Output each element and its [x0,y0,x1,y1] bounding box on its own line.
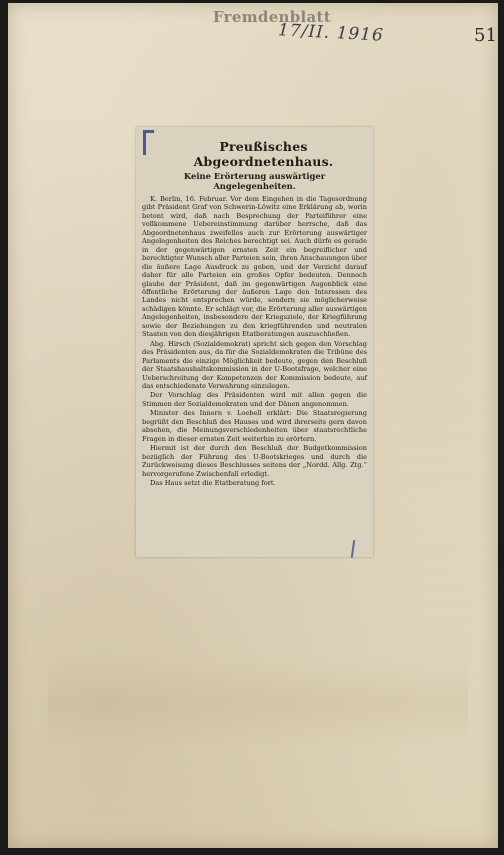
page-number: 51 [474,25,497,46]
clipping-paragraph: Abg. Hirsch (Sozialdemokrat) spricht sich gegen den Vorschlag des Präsidenten aus, da für die Sozialdemokraten die Tribüne des Parlaments die einzige Möglichkeit bedeute, gegen den Beschluß der Staatshaushaltskommission in der U-Bootsfrage, welcher eine Ueberschreitung der Kompetenzen der Kommission bedeute, auf das entschiedenste Verwahrung einzulegen. [142,339,367,390]
blue-pencil-bracket [143,130,154,155]
paper-stain [48,658,468,748]
clipping-subheadline: Keine Erörterung auswärtiger Angelegenheiten. [183,171,326,191]
clipping-paragraph: Der Vorschlag des Präsidenten wird mit allen gegen die Stimmen der Sozialdemokraten und der Dänen angenommen. [142,391,367,408]
clipping-paragraph: Das Haus setzt die Etatberatung fort. [150,478,276,487]
clipping-paragraph: Minister des Innern v. Loebell erklärt: Die Staatsregierung begrüßt den Beschluß des Hauses und wird ihrerseits gern davon absehen, die Meinungsverschiedenheiten über staatsrechtliche Fragen in dieser ernsten Zeit weiterhin zu erörtern. [142,409,367,443]
newspaper-clipping [136,127,373,557]
clipping-paragraph: K. Berlin, 16. Februar. Vor dem Eingehen in die Tagesordnung gibt Präsident Graf von Schwerin-Löwitz eine Erklärung ab, worin betont wird, daß nach Besprechung der Parteiführer eine vollkommene Uebereinstimmung darüber herrsche, daß das Abgeordnetenhaus zweifellos auch zur Erörterung auswärtiger Angelegenheiten des Reiches berechtigt sei. Auch dürfe es gerade in der gegenwärtigen ernsten Zeit ein begreiflicher und berechtigter Wunsch aller Parteien sein, ihren Anschauungen über die äußere Lage Ausdruck zu geben, und der Verzicht darauf daher für alle Parteien ein großes Opfer bedeuten. Dennoch glaube der Präsident, daß im gegenwärtigen Augenblick eine öffentliche Erörterung der äußeren Lage den Interessen des Landes nicht entsprechen würde, sondern sie möglicherweise schädigen könnte. Er schlägt vor, die Erörterung aller auswärtigen Angelegenheiten, insbesondere der Kriegsziele, der Kriegführung sowie der Beziehungen zu den kriegführenden und neutralen Staaten von den diesjährigen Etatberatungen auszuschließen. [142,195,367,339]
newspaper-stamp: Fremdenblatt [213,8,332,26]
clipping-paragraph: Hiermit ist der durch den Beschluß der Budgetkommission bezüglich der Führung des U-Bootskrieges und durch die Zurückweisung dieses Beschlusses seitens der „Nordd. Allg. Ztg.“ hervorgerufene Zwischenfall erledigt. [142,444,367,478]
clipping-body [142,195,367,487]
handwritten-date: 17/II. 1916 [277,20,385,46]
clipping-headline: Preußisches Abgeordnetenhaus. [193,139,334,169]
